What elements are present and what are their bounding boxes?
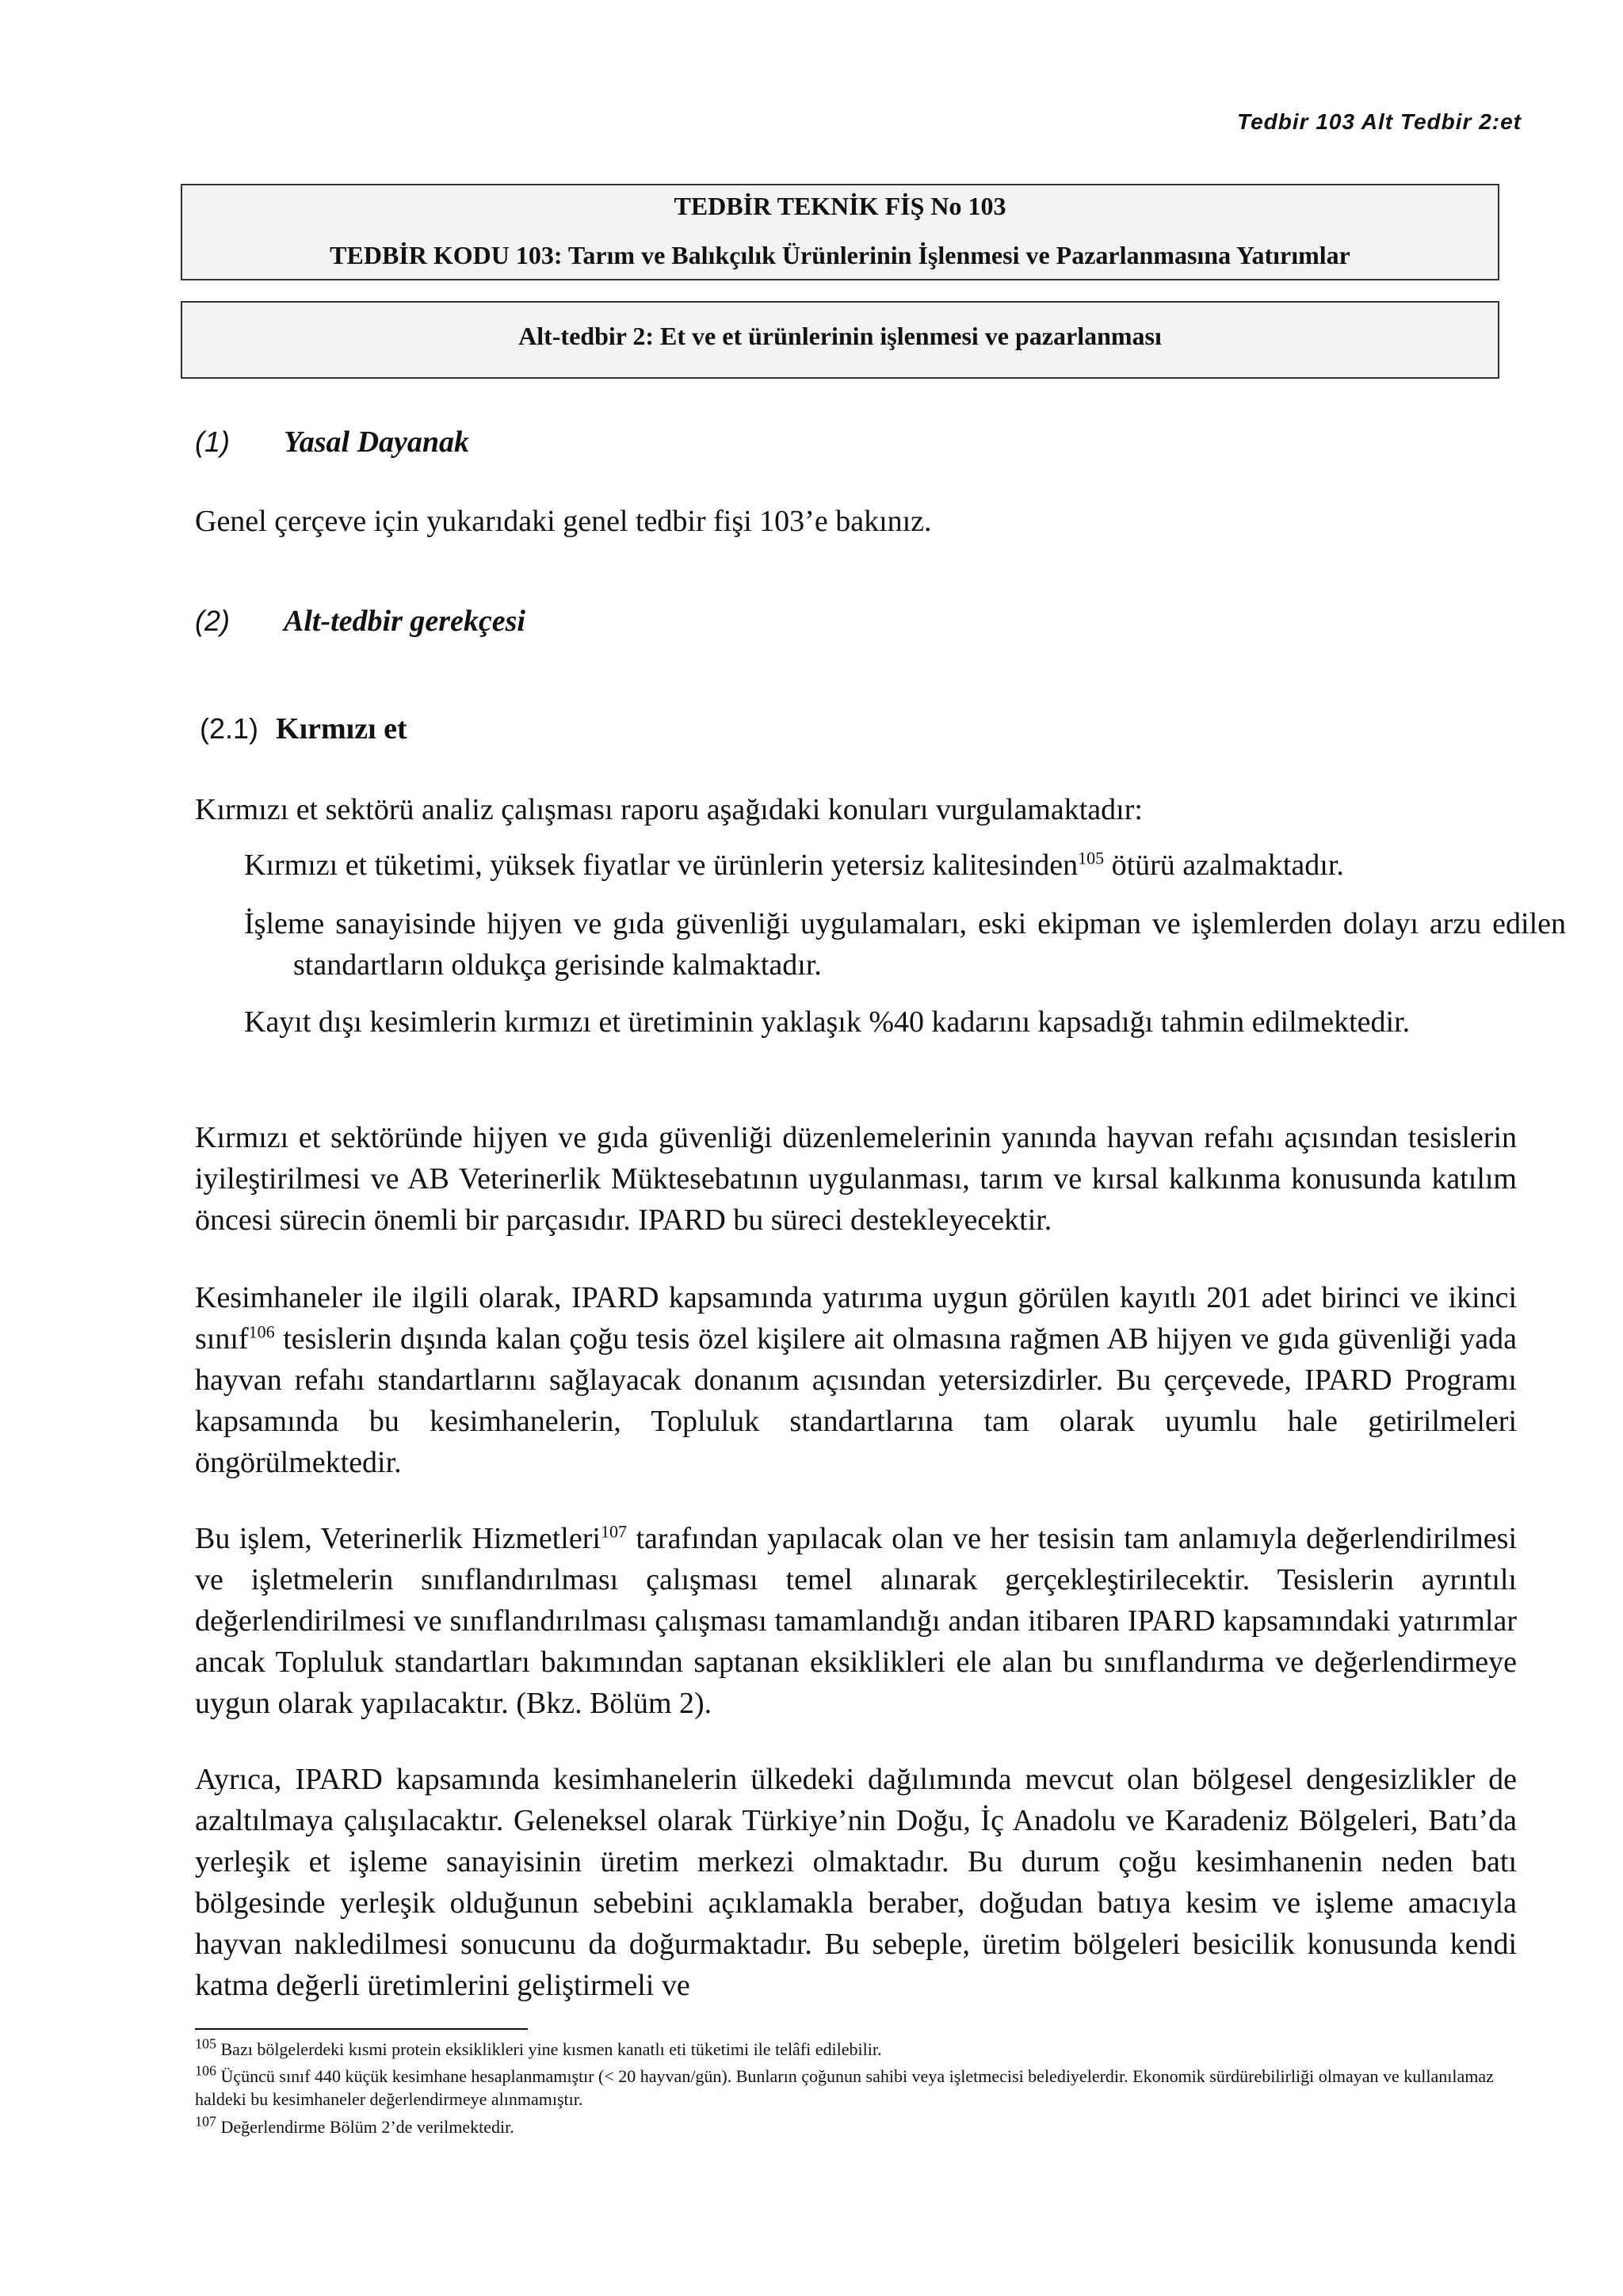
subtitle-line: Alt-tedbir 2: Et ve et ürünlerinin işlenmesi ve pazarlanması bbox=[518, 322, 1162, 350]
section-2-heading bbox=[195, 604, 525, 639]
title-box bbox=[181, 184, 1499, 280]
paragraph-2 bbox=[195, 1277, 1517, 1483]
section-1-text: Genel çerçeve için yukarıdaki genel tedbir fişi 103’e bakınız. bbox=[195, 505, 932, 538]
bullet-1-text-a: Kırmızı et tüketimi, yüksek fiyatlar ve ürünlerin yetersiz kalitesinden bbox=[244, 849, 1079, 882]
footnote-107-number: 107 bbox=[195, 2113, 216, 2130]
bullet-1-text-b: ötürü azalmaktadır. bbox=[1104, 849, 1344, 882]
title-line-2: TEDBİR KODU 103: Tarım ve Balıkçılık Ürünlerinin İşlenmesi ve Pazarlanmasına Yatırımlar bbox=[330, 241, 1350, 269]
footnote-106 bbox=[195, 2062, 1517, 2111]
bullet-item-1 bbox=[244, 845, 1566, 886]
footnote-107 bbox=[195, 2115, 1517, 2138]
bullet-item-3: Kayıt dışı kesimlerin kırmızı et üretiminin yaklaşık %40 kadarını kapsadığı tahmin edilmektedir. bbox=[244, 1005, 1411, 1039]
paragraph-1: Kırmızı et sektöründe hijyen ve gıda güvenliği düzenlemelerinin yanında hayvan refahı açısından tesislerin iyileştirilmesi ve AB Veterinerlik Müktesebatının uygulanması, tarım ve kırsal kalkınma konusunda katılım öncesi sürecin önemli bir parçasıdır. IPARD bu süreci destekleyecektir. bbox=[195, 1121, 1517, 1237]
section-2-1-intro: Kırmızı et sektörü analiz çalışması raporu aşağıdaki konuları vurgulamaktadır: bbox=[195, 793, 1143, 826]
paragraph-3-text-b: tarafından yapılacak olan ve her tesisin tam anlamıyla değerlendirilmesi ve işletmelerin sınıflandırılması çalışması temel alınarak gerçekleştirilecektir. Tesislerin ayrıntılı değerlendirilmesi ve sınıflandırılması çalışması tamamlandığı andan itibaren IPARD kapsamındaki yatırımlar ancak Topluluk standartları bakımından saptanan eksiklikleri ele alan bu sınıflandırma ve değerlendirmeye uygun olarak yapılacaktır. (Bkz. Bölüm 2). bbox=[195, 1522, 1518, 1720]
section-2-number: (2) bbox=[195, 605, 230, 637]
footnote-ref-106[interactable]: 106 bbox=[248, 1322, 275, 1342]
subtitle-box bbox=[181, 301, 1499, 379]
footnote-107-text: Değerlendirme Bölüm 2’de verilmektedir. bbox=[216, 2117, 514, 2137]
footnote-105-text: Bazı bölgelerdeki kısmi protein eksiklikleri yine kısmen kanatlı eti tüketimi ile telâfi edilebilir. bbox=[216, 2039, 882, 2059]
footnote-separator bbox=[195, 2028, 528, 2030]
paragraph-3-text-a: Bu işlem, Veterinerlik Hizmetleri bbox=[195, 1522, 601, 1555]
bullet-item-2: İşleme sanayisinde hijyen ve gıda güvenliği uygulamaları, eski ekipman ve işlemlerden dolayı arzu edilen standartların oldukça gerisinde kalmaktadır. bbox=[244, 907, 1566, 982]
section-1-number: (1) bbox=[195, 425, 230, 458]
paragraph-2-text-a: Kesimhaneler ile ilgili olarak, IPARD kapsamında yatırıma uygun görülen kayıtlı 201 adet birinci ve ikinci sınıf bbox=[195, 1281, 1517, 1356]
footnote-ref-107[interactable]: 107 bbox=[600, 1521, 627, 1542]
section-2-1-title: Kırmızı et bbox=[276, 712, 407, 746]
section-2-1-number: (2.1) bbox=[200, 712, 259, 745]
footnote-106-number: 106 bbox=[195, 2062, 216, 2079]
footnote-106-text: Üçüncü sınıf 440 küçük kesimhane hesaplanmamıştır (< 20 hayvan/gün). Bunların çoğunun sahibi veya işletmecisi belediyelerdir. Ekonomik sürdürebilirliği olmayan ve kullanılamaz haldeki bu kesimhaneler değerlendirmeye alınmamıştır. bbox=[195, 2066, 1494, 2109]
footnote-105-number: 105 bbox=[195, 2035, 216, 2052]
paragraph-2-text-b: tesislerin dışında kalan çoğu tesis özel kişilere ait olmasına rağmen AB hijyen ve gıda güvenliği yada hayvan refahı standartlarını sağlayacak donanım açısından yetersizdirler. Bu çerçevede, IPARD Programı kapsamında bu kesimhanelerin, Topluluk standartlarına tam olarak uyumlu hale getirilmeleri öngörülmektedir. bbox=[195, 1322, 1517, 1479]
footnote-105 bbox=[195, 2035, 1517, 2061]
section-2-1-heading bbox=[200, 711, 407, 746]
running-header: Tedbir 103 Alt Tedbir 2:et bbox=[1237, 109, 1522, 134]
footnote-ref-105[interactable]: 105 bbox=[1078, 848, 1105, 868]
paragraph-3 bbox=[195, 1518, 1517, 1724]
section-1-title: Yasal Dayanak bbox=[284, 425, 470, 459]
title-line-1: TEDBİR TEKNİK FİŞ No 103 bbox=[674, 192, 1006, 220]
paragraph-4: Ayrıca, IPARD kapsamında kesimhanelerin ülkedeki dağılımında mevcut olan bölgesel dengesizlikler de azaltılmaya çalışılacaktır. Geleneksel olarak Türkiye’nin Doğu, İç Anadolu ve Karadeniz Bölgeleri, Batı’da yerleşik et işleme sanayisinin üretim merkezi olmaktadır. Bu durum çoğu kesimhanenin neden batı bölgesinde yerleşik olduğunun sebebini açıklamakla beraber, doğudan batıya kesim ve işleme amacıyla hayvan nakledilmesi sonucunu da doğurmaktadır. Bu sebeple, üretim bölgeleri besicilik konusunda kendi katma değerli üretimlerini geliştirmeli ve bbox=[195, 1763, 1517, 2002]
section-2-title: Alt-tedbir gerekçesi bbox=[284, 605, 525, 638]
section-1-heading bbox=[195, 425, 469, 460]
